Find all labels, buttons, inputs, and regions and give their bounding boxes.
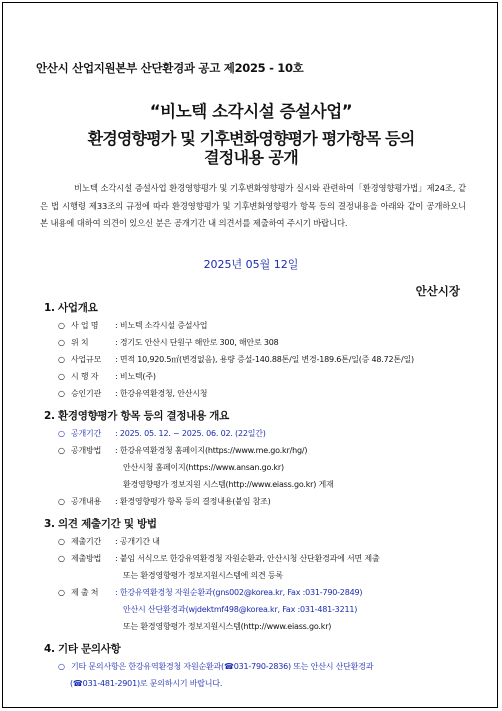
bullet-circle: ○ <box>58 321 65 330</box>
section-4-heading: 4. 기타 문의사항 <box>44 643 121 655</box>
row-value: : 붙임 서식으로 한강유역환경청 자원순환과, 안산시청 산단환경과에 서면 제출 <box>115 554 380 563</box>
s3-row-recipient <box>58 587 362 598</box>
s2-row-method <box>58 445 307 456</box>
issuer: 안산시장 <box>415 284 460 298</box>
row-value: : 경기도 안산시 단원구 해안로 300, 해안로 308 <box>115 338 279 347</box>
bullet-circle: ○ <box>58 497 65 506</box>
bullet-circle: ○ <box>58 355 65 364</box>
s3-method-cont: 또는 환경영향평가 정보지원시스템에 의견 등록 <box>123 571 283 580</box>
row-label: 제출기간 <box>71 537 102 546</box>
bullet-circle: ○ <box>58 537 65 546</box>
bullet-circle: ○ <box>58 429 65 438</box>
notice-id: 안산시 산업지원본부 산단환경과 공고 제2025 - 10호 <box>36 61 304 75</box>
bullet-circle: ○ <box>58 588 65 597</box>
bullet-circle: ○ <box>58 554 65 563</box>
s3-row-period <box>58 536 160 547</box>
row-label: 승인기관 <box>71 389 102 398</box>
intro-paragraph <box>40 180 466 233</box>
s1-row-location <box>58 337 279 348</box>
bullet-circle: ○ <box>58 372 65 381</box>
s1-row-name <box>58 320 207 331</box>
row-value: : 한강유역환경청 홈페이지(https://www.me.go.kr/hg/) <box>115 446 308 455</box>
row-value: : 한강유역환경청, 안산시청 <box>115 389 208 398</box>
notice-date: 2025년 05월 12일 <box>203 258 299 271</box>
s2-row-period <box>58 428 266 439</box>
row-label: 위 치 <box>71 338 89 347</box>
row-value: : 비노텍 소각시설 증설사업 <box>115 321 208 330</box>
section-3-heading: 3. 의견 제출기간 및 방법 <box>44 518 157 530</box>
s2-row-content <box>58 496 271 507</box>
title-project: “비노텍 소각시설 증설사업” <box>149 102 353 121</box>
section-1-heading: 1. 사업개요 <box>44 302 98 314</box>
row-value: : 비노텍(주) <box>115 372 156 381</box>
bullet-circle: ○ <box>58 338 65 347</box>
row-label: 시 행 자 <box>71 372 99 381</box>
row-value: : 공개기간 내 <box>115 537 160 546</box>
row-value: : 환경영향평가 항목 등의 결정내용(붙임 참조) <box>115 497 271 506</box>
row-label: 제 출 처 <box>71 588 99 597</box>
s2-method-cont-1: 안산시청 홈페이지(https://www.ansan.go.kr) <box>123 463 284 472</box>
row-label: 공개내용 <box>71 497 102 506</box>
bullet-circle: ○ <box>58 446 65 455</box>
row-label: 제출방법 <box>71 554 102 563</box>
inquiry-text: 기타 문의사항은 한강유역환경청 자원순환과(☎031-790-2836) 또는 안산시 산단환경과 <box>71 662 374 671</box>
row-value: : 한강유역환경청 자원순환과(gns002@korea.kr, Fax :031-790-2849) <box>115 588 363 597</box>
row-value: : 2025. 05. 12. ~ 2025. 06. 02. (22일간) <box>115 429 266 438</box>
bullet-circle: ○ <box>58 662 65 671</box>
bullet-circle: ○ <box>58 389 65 398</box>
row-value: : 면적 10,920.5㎡(변경없음), 용량 증설-140.88톤/일 변경-189.6톤/일(증 48.72톤/일) <box>115 355 414 364</box>
s1-row-approver <box>58 388 207 399</box>
s1-row-operator <box>58 371 156 382</box>
title-line-3: 결정내용 공개 <box>203 148 299 167</box>
row-label: 공개기간 <box>71 429 102 438</box>
title-line-2: 환경영향평가 및 기후변화영향평가 평가항목 등의 <box>87 129 415 148</box>
s3-recipient-cont-2: 또는 환경영향평가 정보지원시스템(http://www.eiass.go.kr) <box>123 622 332 631</box>
s4-inquiry-line-1 <box>58 661 373 672</box>
s3-recipient-cont-1: 안산시 산단환경과(wjdektmf498@korea.kr, Fax :031-481-3211) <box>123 605 358 614</box>
row-label: 사 업 명 <box>71 321 99 330</box>
s4-inquiry-line-2: (☎031-481-2901)로 문의하시기 바랍니다. <box>70 679 223 688</box>
intro-text: 비노텍 소각시설 증설사업 환경영향평가 및 기후변화영향평가 실시와 관련하여「환경영향평가법」제24조, 같은 법 시행령 제33조의 규정에 따라 환경영향평가 및 기후변화영향평가 항목 등의 결정내용을 아래와 같이 공개하오니 본 내용에 대하여 의견이 있으신 분은 공개기간 내 의견서를 제출하여 주시기 바랍니다. <box>40 183 466 228</box>
row-label: 공개방법 <box>71 446 102 455</box>
s2-method-cont-2: 환경영향평가 정보지원 시스템(http://www.eiass.go.kr) 게재 <box>123 480 334 489</box>
s1-row-scale <box>58 354 414 365</box>
s3-row-method <box>58 553 379 564</box>
row-label: 사업규모 <box>71 355 102 364</box>
section-2-heading: 2. 환경영향평가 항목 등의 결정내용 개요 <box>44 410 229 422</box>
